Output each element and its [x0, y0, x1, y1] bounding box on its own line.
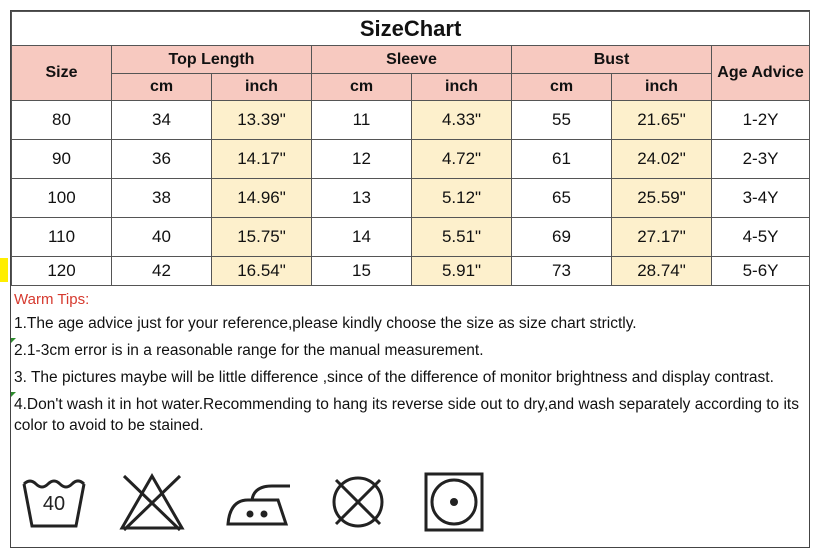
cell-sleeve-inch: 5.51": [412, 218, 512, 257]
cell-bust-inch: 21.65": [612, 101, 712, 140]
cell-top-cm: 36: [112, 140, 212, 179]
cell-size: 80: [12, 101, 112, 140]
header-bust-inch: inch: [612, 74, 712, 101]
cell-top-cm: 42: [112, 257, 212, 286]
cell-bust-cm: 73: [512, 257, 612, 286]
table-row: [12, 257, 810, 286]
cell-age: 1-2Y: [712, 101, 810, 140]
header-size: Size: [12, 46, 112, 101]
cell-top-cm: 38: [112, 179, 212, 218]
header-sleeve: Sleeve: [312, 46, 512, 74]
cell-top-inch: 14.17": [212, 140, 312, 179]
header-sleeve-cm: cm: [312, 74, 412, 101]
warm-tips-title: Warm Tips:: [14, 291, 90, 308]
size-table: [11, 11, 810, 286]
cell-bust-inch: 25.59": [612, 179, 712, 218]
cell-sleeve-inch: 5.91": [412, 257, 512, 286]
cell-age: 2-3Y: [712, 140, 810, 179]
cell-top-cm: 40: [112, 218, 212, 257]
wash-40-icon: [20, 470, 88, 534]
cell-sleeve-cm: 12: [312, 140, 412, 179]
cell-top-inch: 15.75": [212, 218, 312, 257]
size-chart: [10, 10, 810, 548]
cell-top-cm: 34: [112, 101, 212, 140]
cell-sleeve-cm: 14: [312, 218, 412, 257]
cell-age: 4-5Y: [712, 218, 810, 257]
tumble-dry-icon: [420, 470, 488, 534]
cell-sleeve-cm: 15: [312, 257, 412, 286]
cell-sleeve-cm: 11: [312, 101, 412, 140]
tip-text: 4.Don't wash it in hot water.Recommending to hang its reverse side out to dry,and wash separately according to its color to avoid to be stained.: [14, 396, 799, 434]
care-icons: [14, 470, 494, 536]
table-row: [12, 101, 810, 140]
header-top-length: Top Length: [112, 46, 312, 74]
cell-bust-inch: 28.74": [612, 257, 712, 286]
cell-size: 90: [12, 140, 112, 179]
header-sleeve-inch: inch: [412, 74, 512, 101]
cell-top-inch: 14.96": [212, 179, 312, 218]
header-bust: Bust: [512, 46, 712, 74]
cell-bust-cm: 61: [512, 140, 612, 179]
cell-sleeve-inch: 4.33": [412, 101, 512, 140]
table-row: [12, 218, 810, 257]
no-bleach-icon: [118, 470, 186, 534]
iron-medium-icon: [224, 470, 292, 534]
header-top-cm: cm: [112, 74, 212, 101]
cell-sleeve-inch: 4.72": [412, 140, 512, 179]
cell-bust-cm: 69: [512, 218, 612, 257]
no-dry-clean-icon: [324, 470, 392, 534]
cell-top-inch: 16.54": [212, 257, 312, 286]
header-bust-cm: cm: [512, 74, 612, 101]
tip-item: 3. The pictures maybe will be little difference ,since of the difference of monitor brightness and display contrast.: [14, 369, 774, 386]
cell-bust-inch: 27.17": [612, 218, 712, 257]
cell-age: 5-6Y: [712, 257, 810, 286]
cell-sleeve-cm: 13: [312, 179, 412, 218]
tip-corner-mark: [11, 392, 16, 397]
cell-size: 100: [12, 179, 112, 218]
tip-item: [14, 340, 806, 361]
cell-size: 120: [12, 257, 112, 286]
tip-corner-mark: [11, 338, 16, 343]
cell-bust-cm: 55: [512, 101, 612, 140]
side-highlight-mark: [0, 258, 8, 282]
cell-size: 110: [12, 218, 112, 257]
cell-top-inch: 13.39": [212, 101, 312, 140]
tip-item: [14, 394, 806, 436]
table-row: [12, 140, 810, 179]
cell-sleeve-inch: 5.12": [412, 179, 512, 218]
tip-item: 1.The age advice just for your reference,please kindly choose the size as size chart strictly.: [14, 315, 637, 332]
chart-title: SizeChart: [12, 12, 810, 46]
header-top-inch: inch: [212, 74, 312, 101]
cell-bust-inch: 24.02": [612, 140, 712, 179]
tip-text: 2.1-3cm error is in a reasonable range for the manual measurement.: [14, 342, 484, 359]
wash-temp-label: 40: [42, 493, 66, 515]
header-age-advice: Age Advice: [712, 46, 810, 101]
warm-tips: [11, 286, 809, 436]
cell-bust-cm: 65: [512, 179, 612, 218]
cell-age: 3-4Y: [712, 179, 810, 218]
table-row: [12, 179, 810, 218]
